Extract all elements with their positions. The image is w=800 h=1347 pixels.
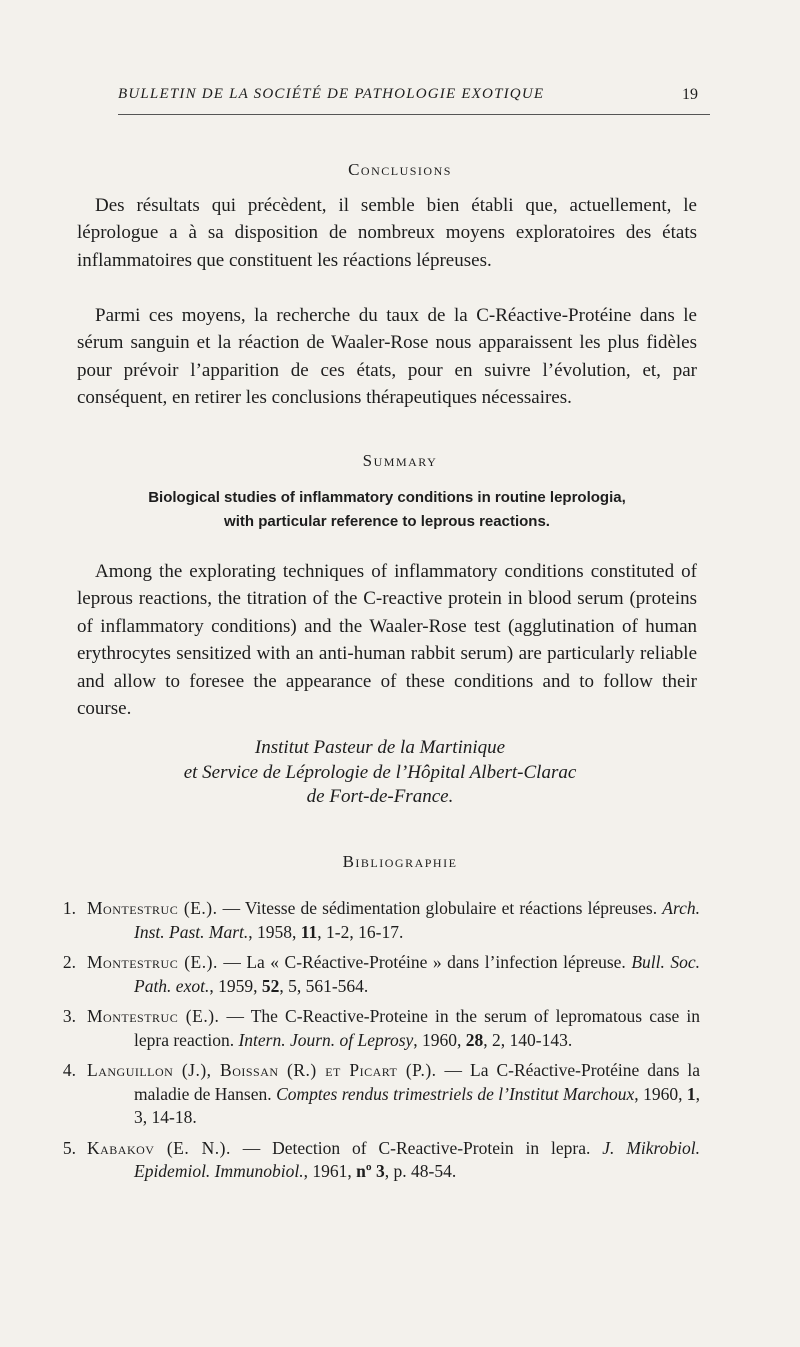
reference-author: Kabakov (E. N.). [87,1137,231,1158]
summary-subtitle-line-2: with particular reference to leprous reactions. [224,513,550,530]
reference-pages: , 3, 14-18. [134,1083,701,1127]
reference-item [60,951,700,998]
reference-title: — Detection of C-Reactive-Protein in lepra. [230,1137,603,1158]
reference-author: Montestruc (E.). [87,898,218,918]
summary-subtitle [77,486,697,534]
conclusions-heading: Conclusions [348,160,452,179]
reference-author: Languillon (J.), Boissan (R.) et Picart (P.). [87,1060,437,1080]
reference-year: , 1961, [303,1161,357,1181]
reference-pages: , 5, 561-564. [279,975,369,996]
reference-item [60,1005,700,1052]
affiliation-line-3: de Fort-de-France. [306,786,454,807]
reference-pages: , 1-2, 16-17. [317,921,404,942]
reference-number: 4. [62,1060,76,1080]
page-number: 19 [682,86,698,103]
affiliation-line-1: Institut Pasteur de la Martinique [254,737,506,758]
reference-journal: Bull. Soc. Path. exot. [134,952,700,996]
reference-year: , 1958, [248,921,301,942]
reference-number: 1. [62,898,76,918]
reference-year: , 1960, [413,1029,466,1050]
bibliography-heading: Bibliographie [342,852,458,871]
reference-title: — The C-Reactive-Proteine in the serum of lepromatous case in lepra reaction. [134,1006,700,1050]
journal-title: BULLETIN DE LA SOCIÉTÉ DE PATHOLOGIE EXOTIQUE [118,86,545,102]
affiliation-block [160,736,600,810]
running-head [118,86,698,103]
conclusions-paragraph-1: Des résultats qui précèdent, il semble bien établi que, actuellement, le léprologue a à sa disposition de nombreux moyens exploratoires des états inflammatoires que constituent les réactions lépreuses. [77,195,697,271]
reference-item [60,1137,700,1184]
reference-author: Montestruc (E.). [87,1006,220,1026]
reference-number: 2. [62,952,76,972]
reference-item [60,897,700,944]
reference-number: 5. [62,1137,76,1158]
summary-heading: Summary [362,451,438,470]
reference-journal: Intern. Journ. of Leprosy [238,1029,414,1050]
reference-year: , 1960, [634,1083,687,1104]
reference-title: — La « C-Réactive-Protéine » dans l’infection lépreuse. [217,952,632,972]
reference-volume: nº 3 [356,1161,385,1181]
reference-number: 3. [62,1006,76,1026]
affiliation-line-2: et Service de Léprologie de l’Hôpital Albert-Clarac [183,761,577,783]
summary-paragraph: Among the explorating techniques of inflammatory conditions constituted of leprous reactions, the titration of the C-reactive protein in blood serum (proteins of inflammatory conditions) and the Waaler-Rose test (agglutination of human erythrocytes sensitized with an anti-human rabbit serum) are particularly reliable and allow to foresee the appearance of these conditions and to follow their course. [77,561,697,720]
reference-journal: Arch. Inst. Past. Mart. [134,898,700,942]
reference-pages: , 2, 140-143. [483,1029,573,1050]
conclusions-paragraph-2: Parmi ces moyens, la recherche du taux de la C-Réactive-Protéine dans le sérum sanguin et la réaction de Waaler-Rose nous apparaissent les plus fidèles pour prévoir l’apparition de ces états, pour en suivre l’évolution, et, par conséquent, en retirer les conclusions thérapeutiques nécessaires. [77,305,697,409]
reference-volume: 52 [261,975,280,996]
reference-title: — Vitesse de sédimentation globulaire et réactions lépreuses. [217,898,663,918]
reference-volume: 1 [686,1083,696,1104]
reference-author: Montestruc (E.). [87,952,218,972]
reference-journal: J. Mikrobiol. Epidemiol. Immunobiol. [134,1137,700,1181]
reference-volume: 28 [465,1029,484,1050]
header-rule [118,114,710,115]
bibliography-list [60,897,700,1191]
reference-pages: , p. 48-54. [384,1161,457,1181]
reference-journal: Comptes rendus trimestriels de l’Institut Marchoux [276,1083,635,1104]
summary-subtitle-line-1: Biological studies of inflammatory conditions in routine leprologia, [148,489,626,506]
reference-item [60,1059,700,1130]
reference-title: — La C-Réactive-Protéine dans la maladie de Hansen. [134,1060,700,1104]
reference-volume: 11 [300,921,318,942]
reference-year: , 1959, [209,975,262,996]
